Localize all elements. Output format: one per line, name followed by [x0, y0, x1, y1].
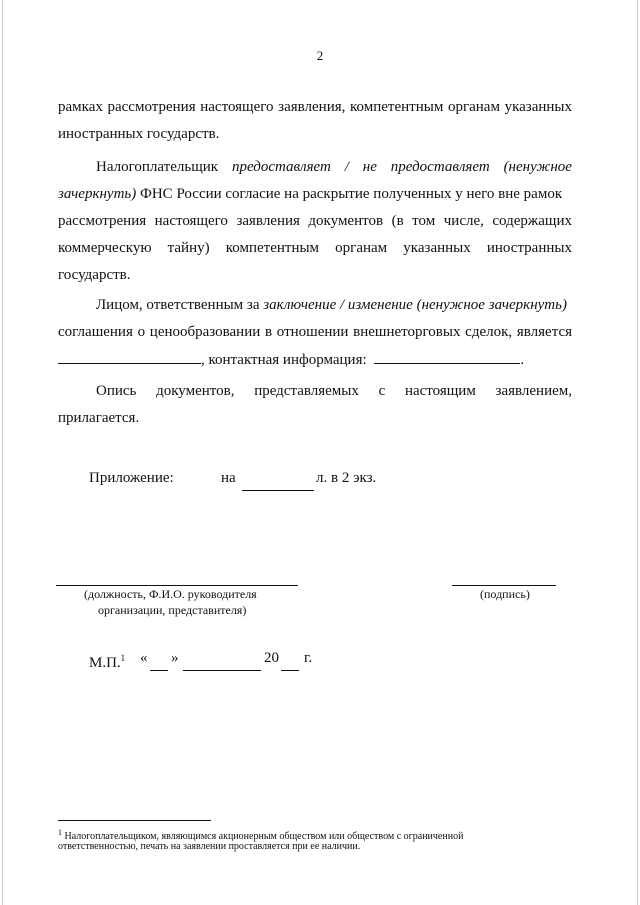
page-number: 2	[316, 48, 324, 63]
paragraph-2-line-4	[58, 239, 572, 257]
word-italic: не	[362, 159, 377, 175]
word-italic: /	[344, 159, 349, 175]
page-edge-right	[637, 0, 638, 905]
italic-text: зачеркнуть)	[58, 186, 137, 202]
year-prefix: 20	[264, 650, 279, 666]
responsible-person-field[interactable]	[58, 350, 201, 364]
page-edge-left	[2, 0, 3, 905]
word: представляемых	[254, 383, 359, 399]
signature-left-caption-1: (должность, Ф.И.О. руководителя	[84, 587, 257, 601]
paragraph-3-line-2	[58, 323, 572, 341]
footnote-separator	[58, 820, 211, 821]
paragraph-1-line-2: иностранных государств.	[58, 126, 220, 142]
italic-text: заключение / изменение (ненужное зачеркнуть)	[263, 297, 567, 313]
word: тайну)	[167, 240, 210, 256]
paragraph-2-line-1	[96, 158, 572, 176]
appendix-label: Приложение:	[89, 470, 174, 486]
contact-info-field[interactable]	[374, 350, 520, 364]
word: компетентным	[225, 240, 320, 256]
position-name-field[interactable]	[56, 585, 298, 586]
paragraph-1-line-1	[58, 98, 572, 116]
word: Опись	[96, 383, 137, 399]
quote-close: »	[171, 650, 179, 666]
paragraph-3-line-1	[96, 296, 567, 314]
footnote-ref: 1	[120, 653, 126, 663]
text: Лицом, ответственным за	[96, 297, 264, 313]
word: указанных	[403, 240, 471, 256]
word: заявлением,	[495, 383, 572, 399]
paragraph-4-line-1	[96, 382, 572, 400]
mp-text: М.П.	[89, 655, 121, 671]
year-field[interactable]	[281, 670, 299, 671]
day-field[interactable]	[150, 670, 168, 671]
paragraph-2-line-3	[58, 212, 572, 230]
seal-label	[89, 649, 125, 672]
paragraph-3-line-3	[58, 350, 524, 369]
text: , контактная информация:	[201, 352, 367, 368]
word: иностранных	[486, 240, 572, 256]
word: Налогоплательщик	[96, 159, 219, 175]
word: с	[378, 383, 386, 399]
footnote-mark: 1	[58, 828, 62, 837]
appendix-pages-field[interactable]	[242, 490, 314, 491]
paragraph-1-text-1: рамках рассмотрения настоящего заявления, компетентным органам указанных	[58, 99, 572, 115]
footnote-line-2: ответственностью, печать на заявлении проставляется при ее наличии.	[58, 841, 361, 852]
signature-right-caption: (подпись)	[480, 587, 530, 601]
word-italic: (ненужное	[503, 159, 572, 175]
word: коммерческую	[58, 240, 152, 256]
month-field[interactable]	[183, 670, 261, 671]
signature-field[interactable]	[452, 585, 556, 586]
word: документов,	[156, 383, 235, 399]
appendix-rest: л. в 2 экз.	[316, 470, 377, 486]
footnote-text-1: Налогоплательщиком, являющимся акционерным обществом или обществом с ограниченной	[64, 831, 464, 842]
text: ФНС России согласие на раскрытие полученных у него вне рамок	[136, 186, 563, 202]
paragraph-2-line-5: государств.	[58, 267, 131, 283]
appendix-on: на	[221, 470, 236, 486]
signature-left-caption-2: организации, представителя)	[98, 603, 247, 617]
paragraph-4-line-2: прилагается.	[58, 410, 140, 426]
text: рассмотрения настоящего заявления документов (в том числе, содержащих	[58, 213, 572, 229]
year-suffix: г.	[304, 650, 313, 666]
word: органам	[335, 240, 388, 256]
text: .	[520, 352, 525, 368]
paragraph-2-line-2	[58, 185, 562, 203]
word-italic: предоставляет	[231, 159, 331, 175]
text: соглашения о ценообразовании в отношении внешнеторговых сделок, является	[58, 324, 572, 340]
word-italic: предоставляет	[390, 159, 490, 175]
word: настоящим	[404, 383, 476, 399]
quote-open: «	[140, 650, 148, 666]
